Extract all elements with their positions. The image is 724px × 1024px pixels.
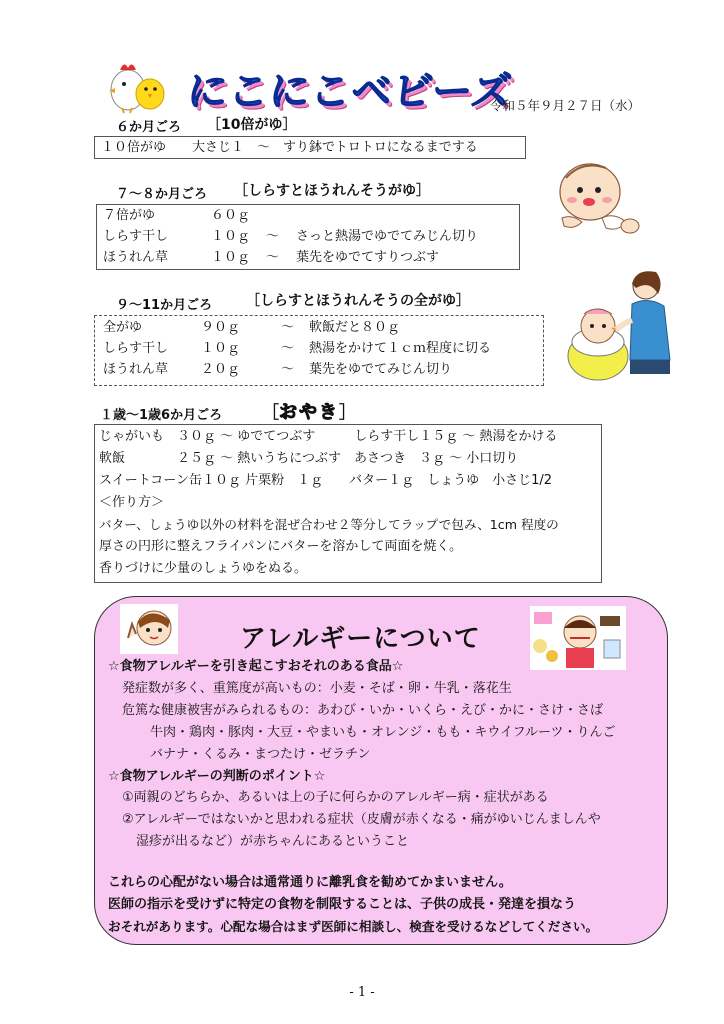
menu-bracket-open: ［ — [262, 403, 279, 423]
allergy-line: 湿疹が出るなど）が赤ちゃんにあるということ — [136, 834, 410, 849]
allergy-line: 発症数が多く、重篤度が高いもの：小麦・そば・卵・牛乳・落花生 — [122, 681, 512, 696]
ingredient-qty: ６０ｇ — [211, 208, 251, 223]
age-label-1y-1y6m: １歳～1歳6か月ごろ — [100, 408, 223, 423]
menu-title-shirasu-spinach-full-porridge: ［しらすとほうれんそうの全がゆ］ — [246, 293, 470, 309]
ingredient-qty: １０ｇ — [201, 341, 241, 356]
allergy-line: ①両親のどちらか、あるいは上の子に何らかのアレルギー病・症状がある — [122, 790, 549, 805]
ingredient-note: 葉先をゆでてみじん切り — [309, 362, 453, 377]
ingredient-name: ほうれん草 — [103, 250, 169, 265]
ingredient-sep: ～ — [266, 229, 280, 244]
allergy-line: 危篤な健康被害がみられるもの：あわび・いか・いくら・えび・かに・さけ・さば — [122, 703, 604, 718]
allergy-advice-line: おそれがあります。心配な場合はまず医師に相談し、検査を受けるなどしてください。 — [108, 919, 599, 934]
crawling-baby-icon — [552, 156, 642, 242]
recipe-line: バター、しょうゆ以外の材料を混ぜ合わせ２等分してラップで包み、1cm 程度の — [99, 517, 559, 532]
age-label-6m: ６か月ごろ — [116, 120, 182, 135]
menu-title-shirasu-spinach-porridge: ［しらすとほうれんそうがゆ］ — [234, 183, 430, 199]
ingredient-name: しらす干し — [103, 341, 169, 356]
allergy-line: 牛肉・鶏肉・豚肉・大豆・やまいも・オレンジ・もも・キウイフルーツ・りんご — [150, 725, 616, 740]
recipe-line: 厚さの円形に整えフライパンにバターを溶かして両面を焼く。 — [99, 539, 463, 554]
ingredient-row — [103, 338, 543, 359]
ingredient-note: 葉先をゆでてすりつぶす — [296, 250, 440, 265]
ingredient-sep: ～ — [281, 320, 295, 335]
menu-title-10x-porridge: ［10倍がゆ］ — [207, 117, 297, 133]
allergy-advice-line: 医師の指示を受けずに特定の食物を制限することは、子供の成長・発達を損なう — [108, 897, 577, 912]
recipe-box-1y — [94, 424, 602, 583]
menu-title-oyaki — [262, 398, 356, 424]
recipe-row: １０倍がゆ 大さじ１ ～ すり鉢でトロトロになるまでする — [101, 140, 478, 155]
ingredient-qty: ９０ｇ — [201, 320, 241, 335]
age-label-9-11m: ９～11か月ごろ — [116, 298, 213, 313]
ingredient-note: 軟飯だと８０ｇ — [309, 320, 401, 335]
recipe-line: じゃがいも ３０ｇ ～ ゆでてつぶす しらす干し１５ｇ ～ 熱湯をかける — [99, 429, 558, 444]
menu-bracket-close: ］ — [339, 403, 356, 423]
menu-word: おやき — [279, 402, 339, 423]
page-number: - 1 - — [349, 985, 375, 1000]
recipe-box-7-8m — [96, 204, 520, 270]
ingredient-note: さっと熱湯でゆでてみじん切り — [296, 229, 479, 244]
ingredient-row — [103, 205, 519, 226]
ingredient-sep: ～ — [281, 362, 295, 377]
ingredient-sep — [266, 205, 296, 226]
ingredient-qty: １０ｇ — [211, 229, 251, 244]
ingredient-sep: ～ — [281, 341, 295, 356]
ingredient-sep: ～ — [266, 250, 280, 265]
recipe-line: 軟飯 ２５ｇ ～ 熱いうちにつぶす あさつき ３ｇ ～ 小口切り — [99, 451, 519, 466]
allergy-advice-line: これらの心配がない場合は通常通りに離乳食を勧めてかまいません。 — [108, 875, 512, 890]
how-to-heading: ＜作り方＞ — [99, 495, 165, 510]
ingredient-row — [103, 226, 519, 247]
allergy-heading-foods: ☆食物アレルギーを引き起こすおそれのある食品☆ — [108, 659, 404, 674]
recipe-box-6m — [94, 136, 526, 159]
ingredient-row — [103, 247, 519, 268]
chick-illustration-icon — [106, 58, 168, 114]
allergy-line: バナナ・くるみ・まつたけ・ゼラチン — [150, 747, 371, 762]
ingredient-row — [103, 359, 543, 380]
page-title: にこにこベビーズ — [185, 69, 515, 115]
ingredient-note: 熱湯をかけて１ｃｍ程度に切る — [309, 341, 492, 356]
mother-feeding-baby-icon — [566, 264, 674, 386]
issue-date: 令和５年９月２７日（水） — [490, 98, 641, 113]
ingredient-name: ７倍がゆ — [103, 208, 156, 223]
allergy-heading-points: ☆食物アレルギーの判断のポイント☆ — [108, 769, 326, 784]
allergy-line: ②アレルギーではないかと思われる症状（皮膚が赤くなる・痛がゆいじんましんや — [122, 812, 601, 827]
recipe-box-9-11m — [94, 315, 544, 386]
ingredient-row — [103, 317, 543, 338]
recipe-line: スイートコーン缶１０ｇ 片栗粉 １ｇ バター１ｇ しょうゆ 小さじ1/2 — [99, 473, 553, 488]
recipe-line: 香りづけに少量のしょうゆをぬる。 — [99, 561, 308, 576]
age-label-7-8m: ７～８か月ごろ — [116, 187, 208, 202]
allergy-title: アレルギーについて — [240, 624, 481, 654]
nurse-pointing-icon — [120, 604, 178, 654]
ingredient-name: 全がゆ — [103, 320, 143, 335]
ingredient-qty: ２０ｇ — [201, 362, 241, 377]
ingredient-qty: １０ｇ — [211, 250, 251, 265]
ingredient-name: ほうれん草 — [103, 362, 169, 377]
ingredient-name: しらす干し — [103, 229, 169, 244]
allergic-child-icon — [530, 606, 626, 670]
